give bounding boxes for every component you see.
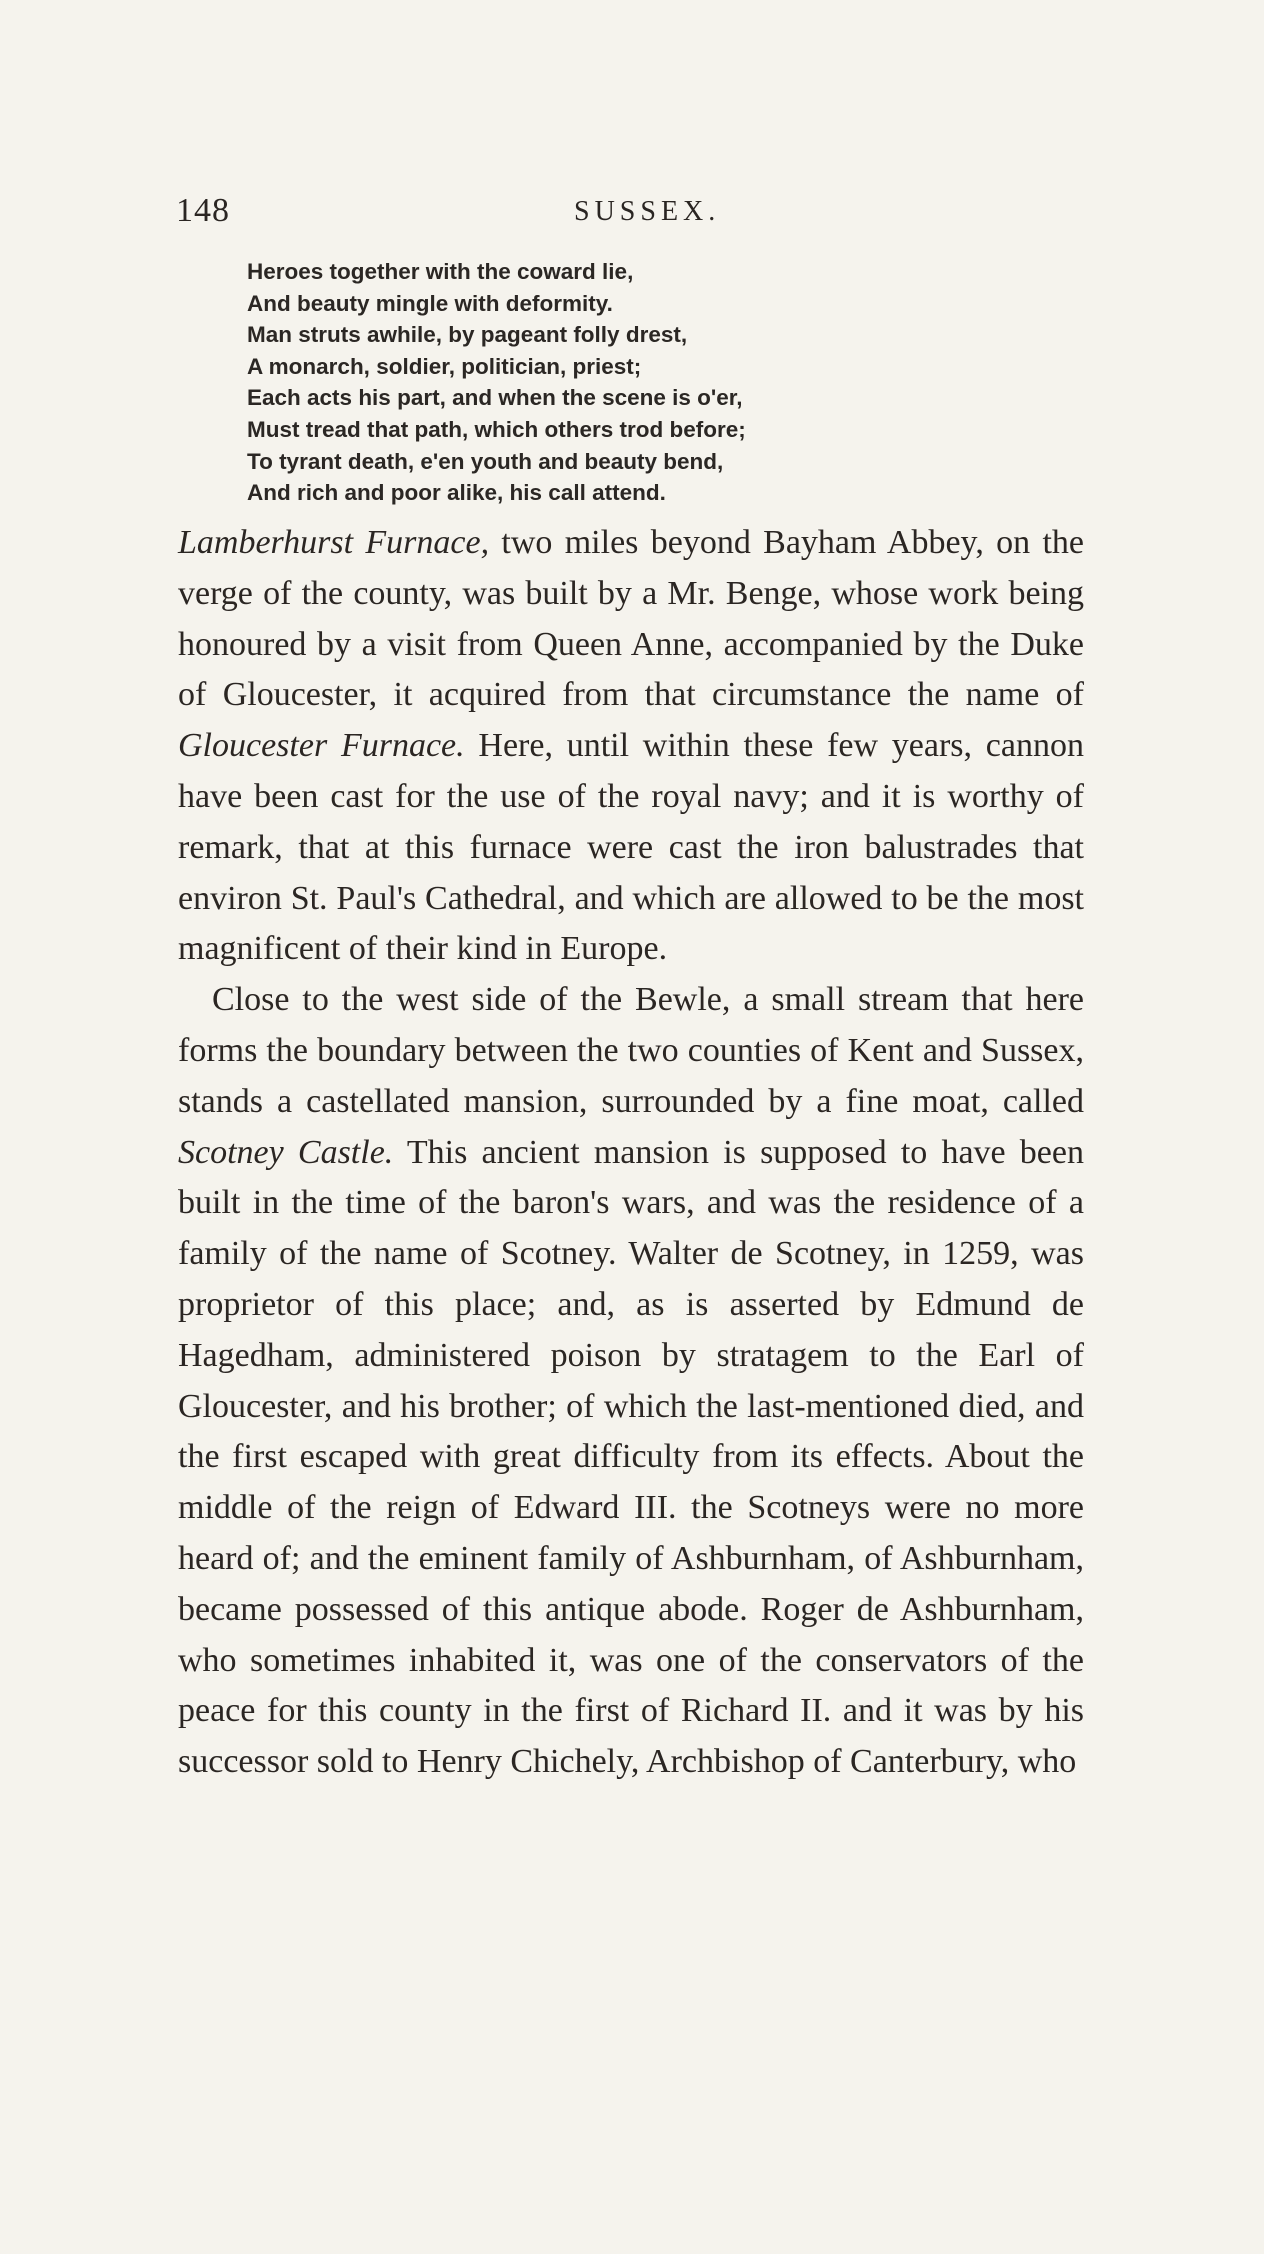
place-name-lamberhurst-furnace: Lamberhurst Furnace, bbox=[178, 524, 490, 561]
place-name-scotney-castle: Scotney Castle. bbox=[178, 1133, 394, 1171]
poem-line: To tyrant death, e'en youth and beauty bend, bbox=[247, 448, 724, 474]
poem-line: And beauty mingle with deformity. bbox=[247, 290, 613, 316]
body-text bbox=[178, 518, 1084, 1788]
page-number: 148 bbox=[176, 192, 230, 229]
poem-line: A monarch, soldier, politician, priest; bbox=[247, 353, 642, 379]
poem-line: Heroes together with the coward lie, bbox=[247, 259, 634, 284]
poem-line: And rich and poor alike, his call attend. bbox=[247, 480, 666, 506]
running-title: SUSSEX. bbox=[574, 196, 721, 227]
paragraph-lamberhurst-furnace bbox=[178, 518, 1084, 975]
poem-line: Must tread that path, which others trod before; bbox=[247, 416, 746, 442]
place-name-gloucester-furnace: Gloucester Furnace. bbox=[178, 727, 465, 765]
paragraph-text: two miles beyond Bayham Abbey, on the verge of the county, was built by a Mr. Benge, whose work being honoured by a visit from Queen Anne, accompanied by the Duke of Gloucester, it acquired from that circumstance the name of bbox=[178, 524, 1085, 714]
paragraph-text: Here, until within these few years, cannon have been cast for the use of the royal navy; and it is worthy of remark, that at this furnace were cast the iron balustrades that environ St. Paul's Cathedral, and which are allowed to be the most magnificent of their kind in Europe. bbox=[178, 727, 1084, 968]
running-head bbox=[176, 192, 1076, 236]
paragraph-scotney-castle bbox=[178, 975, 1084, 1788]
poem-verse bbox=[247, 256, 1007, 509]
poem-line: Man struts awhile, by pageant folly drest, bbox=[247, 322, 688, 348]
paragraph-text: Close to the west side of the Bewle, a small stream that here forms the boundary between the two counties of Kent and Sussex, stands a castellated mansion, surrounded by a fine moat, called bbox=[178, 981, 1084, 1120]
paragraph-text: This ancient mansion is supposed to have been built in the time of the baron's wars, and was the residence of a family of the name of Scotney. Walter de Scotney, in 1259, was proprietor of this place; and, as is asserted by Edmund de Hagedham, administered poison by stratagem to the Earl of Gloucester, and his brother; of which the last-mentioned died, and the first escaped with great difficulty from its effects. About the middle of the reign of Edward III. the Scotneys were no more heard of; and the eminent family of Ashburnham, of Ashburnham, became possessed of this antique abode. Roger de Ashburnham, who sometimes inhabited it, was one of the conservators of the peace for this county in the first of Richard II. and it was by his successor sold to Henry Chichely, Archbishop of Canterbury, who bbox=[178, 1133, 1084, 1781]
poem-line: Each acts his part, and when the scene is o'er, bbox=[247, 385, 743, 411]
